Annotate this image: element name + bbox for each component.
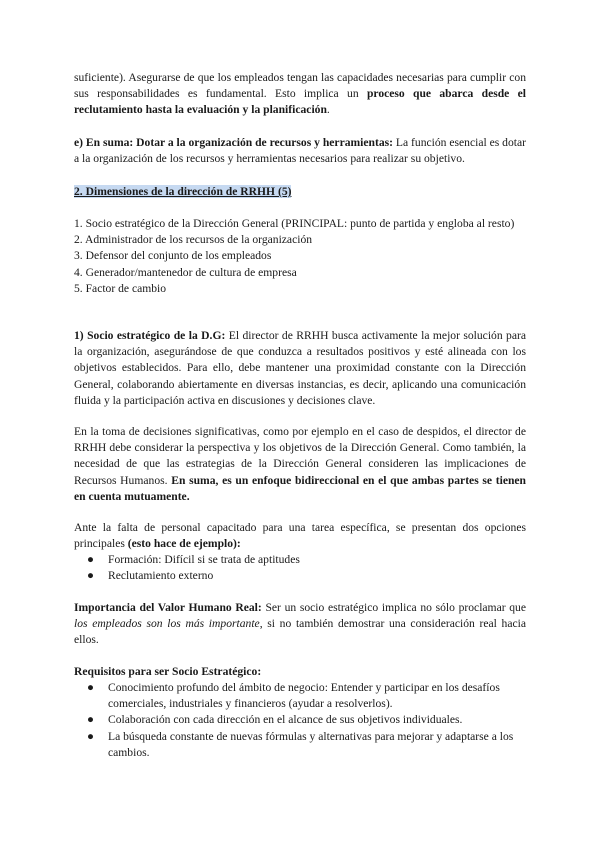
paragraph-socio-estrategico: 1) Socio estratégico de la D.G: El director de RRHH busca activamente la mejor solución para la organización, asegurándose de que conduzca a resultados positivos y esté alineada con los objetivos establecidos. Para ello, debe mantener una proximidad constante con la Dirección General, colaborando abiertamente en diversas instancias, es decir, aplicando una comunicación fluida y la participación activa en discusiones y decisiones clave. bbox=[74, 329, 527, 407]
list-item: ● Colaboración con cada dirección en el alcance de sus objetivos individuales. bbox=[74, 712, 526, 728]
paragraph-en-suma: e) En suma: Dotar a la organización de recursos y herramientas: La función esencial es dotar a la organización de los recursos y herramientas necesarios para realizar su objetivo. bbox=[74, 136, 526, 166]
dimension-item: 1. Socio estratégico de la Dirección General (PRINCIPAL: punto de partida y engloba al resto) bbox=[74, 217, 515, 230]
dimension-item: 2. Administrador de los recursos de la organización bbox=[74, 233, 313, 247]
options-list bbox=[74, 552, 526, 584]
list-item: ● La búsqueda constante de nuevas fórmulas y alternativas para mejorar y adaptarse a los cambios. bbox=[87, 729, 514, 759]
paragraph-intro: suficiente). Asegurarse de que los empleados tengan las capacidades necesarias para cumplir con sus responsabilidades es fundamental. Esto implica un proceso que abarca desde el reclutamiento hasta la evaluación y la planificación. bbox=[74, 71, 527, 117]
list-item: ● Reclutamiento externo bbox=[74, 568, 526, 584]
requirements-heading: Requisitos para ser Socio Estratégico: bbox=[74, 665, 262, 678]
dimension-item: 4. Generador/mantenedor de cultura de empresa bbox=[74, 265, 297, 279]
section-heading: 2. Dimensiones de la dirección de RRHH (5) bbox=[74, 185, 292, 198]
bullet-icon: ● bbox=[87, 729, 95, 743]
dimensions-list bbox=[74, 216, 526, 297]
list-item: ● Conocimiento profundo del ámbito de negocio: Entender y participar en los desafíos comerciales, industriales y financieros (ayudar a resolverlos). bbox=[87, 681, 500, 711]
dimension-item: 5. Factor de cambio bbox=[74, 281, 167, 295]
bullet-icon: ● bbox=[87, 553, 95, 566]
paragraph-valor-humano: Importancia del Valor Humano Real: Ser un socio estratégico implica no sólo proclamar que los empleados son los más importante, si no también demostrar una consideración real hacia ellos. bbox=[74, 601, 526, 647]
paragraph-falta-personal: Ante la falta de personal capacitado para una tarea específica, se presentan dos opciones principales (esto hace de ejemplo): bbox=[74, 521, 526, 551]
requirements-list bbox=[74, 680, 526, 761]
dimension-item: 3. Defensor del conjunto de los empleados bbox=[74, 249, 272, 263]
bullet-icon: ● bbox=[87, 681, 95, 694]
paragraph-toma-decisiones: En la toma de decisiones significativas, como por ejemplo en el caso de despidos, el director de RRHH debe considerar la perspectiva y los objetivos de la Dirección General. Como también, la necesidad de que las estrategias de la Dirección General consideren las implicaciones de Recursos Humanos. En suma, es un enfoque bidireccional en el que ambas partes se tienen en cuenta mutuamente. bbox=[74, 425, 527, 503]
list-item: ● Formación: Difícil si se trata de aptitudes bbox=[74, 552, 526, 568]
bullet-icon: ● bbox=[87, 569, 95, 583]
bullet-icon: ● bbox=[87, 713, 95, 727]
